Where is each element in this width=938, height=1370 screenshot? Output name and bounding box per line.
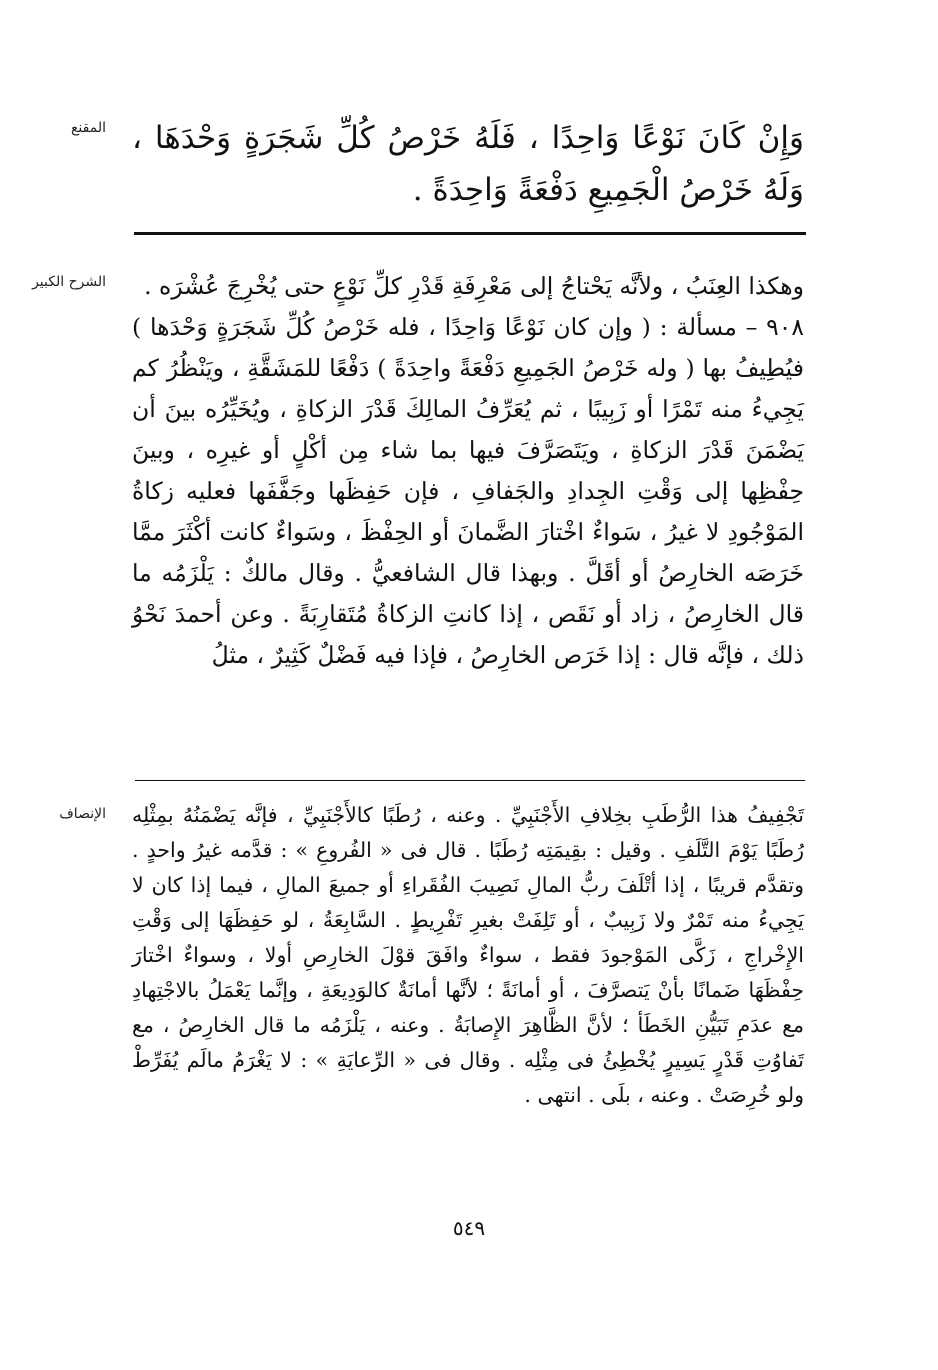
- section-divider-thin: [135, 780, 805, 781]
- insaf-paragraph: تَجْفِيفُ هذا الرُّطَبِ بخِلافِ الأَجْنَبِيِّ . وعنه ، رُطَبًا كالأَجْنَبِيِّ ، فإنَّه يَضْمَنُهُ بمِثْلِه رُطَبًا يَوْمَ التَّلَفِ . وقيل : بقِيمَتِه رُطَبًا . قال فى « الفُروعِ » : قدَّمه غيرُ واحدٍ . وتقدَّم قريبًا ، إذا أتْلَفَ ربُّ المالِ نَصِيبَ الفُقَراءِ أو جميعَ المالِ ، فيما إذا كان لا يَجِيءُ منه تَمْرٌ ولا زَبِيبٌ ، أو تَلِفَتْ بغيرِ تَفْرِيطٍ . السَّابِعَةُ ، لو حَفِظَهَا إلى وَقْتِ الإِخْراجِ ، زَكَّى المَوْجودَ فقط ، سواءٌ وافَقَ قوْلَ الخارِصِ أولا ، وسواءٌ اخْتارَ حِفْظَهَا ضَمانًا بأنْ يَتصرَّفَ ، أو أمانَةً ؛ لأنَّها أمانَةٌ كالوَدِيعَةِ ، وإنَّما يَعْمَلُ بالاجْتِهادِ مع عدَمِ تَبَيُّنِ الخَطَأ ؛ لأنَّ الظَّاهِرَ الإِصابَةُ . وعنه ، يَلْزَمُه ما قال الخارِصُ ، مع تَفاوُتِ قَدْرٍ يَسِيرٍ يُخْطِئُ فى مِثْلِه . وقال فى « الرِّعايَةِ » : لا يَغْرَمُ مالَم يُفَرِّطْ ولو خُرِصَتْ . وعنه ، بلَى . انتهى .: [132, 803, 804, 1107]
- section-divider-thick: [134, 232, 806, 235]
- section-label-muqni: المقنع: [70, 120, 106, 136]
- section-label-insaf: الإنصاف: [59, 806, 106, 822]
- sharh-text: [132, 266, 804, 676]
- muqni-paragraph: وَإِنْ كَانَ نَوْعًا وَاحِدًا ، فَلَهُ خَرْصُ كُلِّ شَجَرَةٍ وَحْدَهَا ، وَلَهُ خَرْصُ الْجَمِيعِ دَفْعَةً وَاحِدَةً .: [132, 120, 804, 208]
- insaf-text: [132, 798, 804, 1113]
- section-label-sharh: الشرح الكبير: [32, 274, 106, 290]
- page-number: ٥٤٩: [452, 1216, 486, 1240]
- sharh-paragraph-2: ٩٠٨ – مسألة : ( وإن كان نَوْعًا وَاحِدًا ، فله خَرْصُ كُلِّ شَجَرَةٍ وَحْدَها ) فيُطِيفُ بها ( وله خَرْصُ الجَمِيعِ دَفْعَةً واحِدَةً ) دَفْعًا للمَشَقَّةِ ، ويَنْظُرُ كم يَجِيءُ منه تَمْرًا أو زَبِيبًا ، ثم يُعَرِّفُ المالِكَ قَدْرَ الزكاةِ ، ويُخَيِّرُه بينَ أن يَضْمَنَ قَدْرَ الزكاةِ ، ويَتَصَرَّفَ فيها بما شاء مِن أكْلٍ أو غيرِه ، وبينَ حِفْظِها إلى وَقْتِ الجِدادِ والجَفافِ ، فإن حَفِظَها وجَفَّفَها فعليه زكاةُ المَوْجُودِ لا غيرُ ، سَواءٌ اخْتارَ الضَّمانَ أو الحِفْظَ ، وسَواءٌ كانت أكْثَرَ ممَّا خَرَصَه الخارِصُ أو أقَلَّ . وبهذا قال الشافعيُّ . وقال مالكٌ : يَلْزَمُه ما قال الخارِصُ ، زاد أو نَقَص ، إذا كانتِ الزكاةُ مُتَقارِبَةً . وعن أحمدَ نَحْوُ ذلك ، فإنَّه قال : إذا خَرَص الخارِصُ ، فإذا فيه فَضْلٌ كَثِيرٌ ، مثلُ: [132, 313, 804, 669]
- sharh-paragraph-1: وهكذا العِنَبُ ، ولأنَّه يَحْتاجُ إلى مَعْرِفَةِ قَدْرِ كلِّ نَوْعٍ حتى يُخْرِجَ عُشْرَه .: [144, 272, 804, 300]
- muqni-text: [132, 112, 804, 216]
